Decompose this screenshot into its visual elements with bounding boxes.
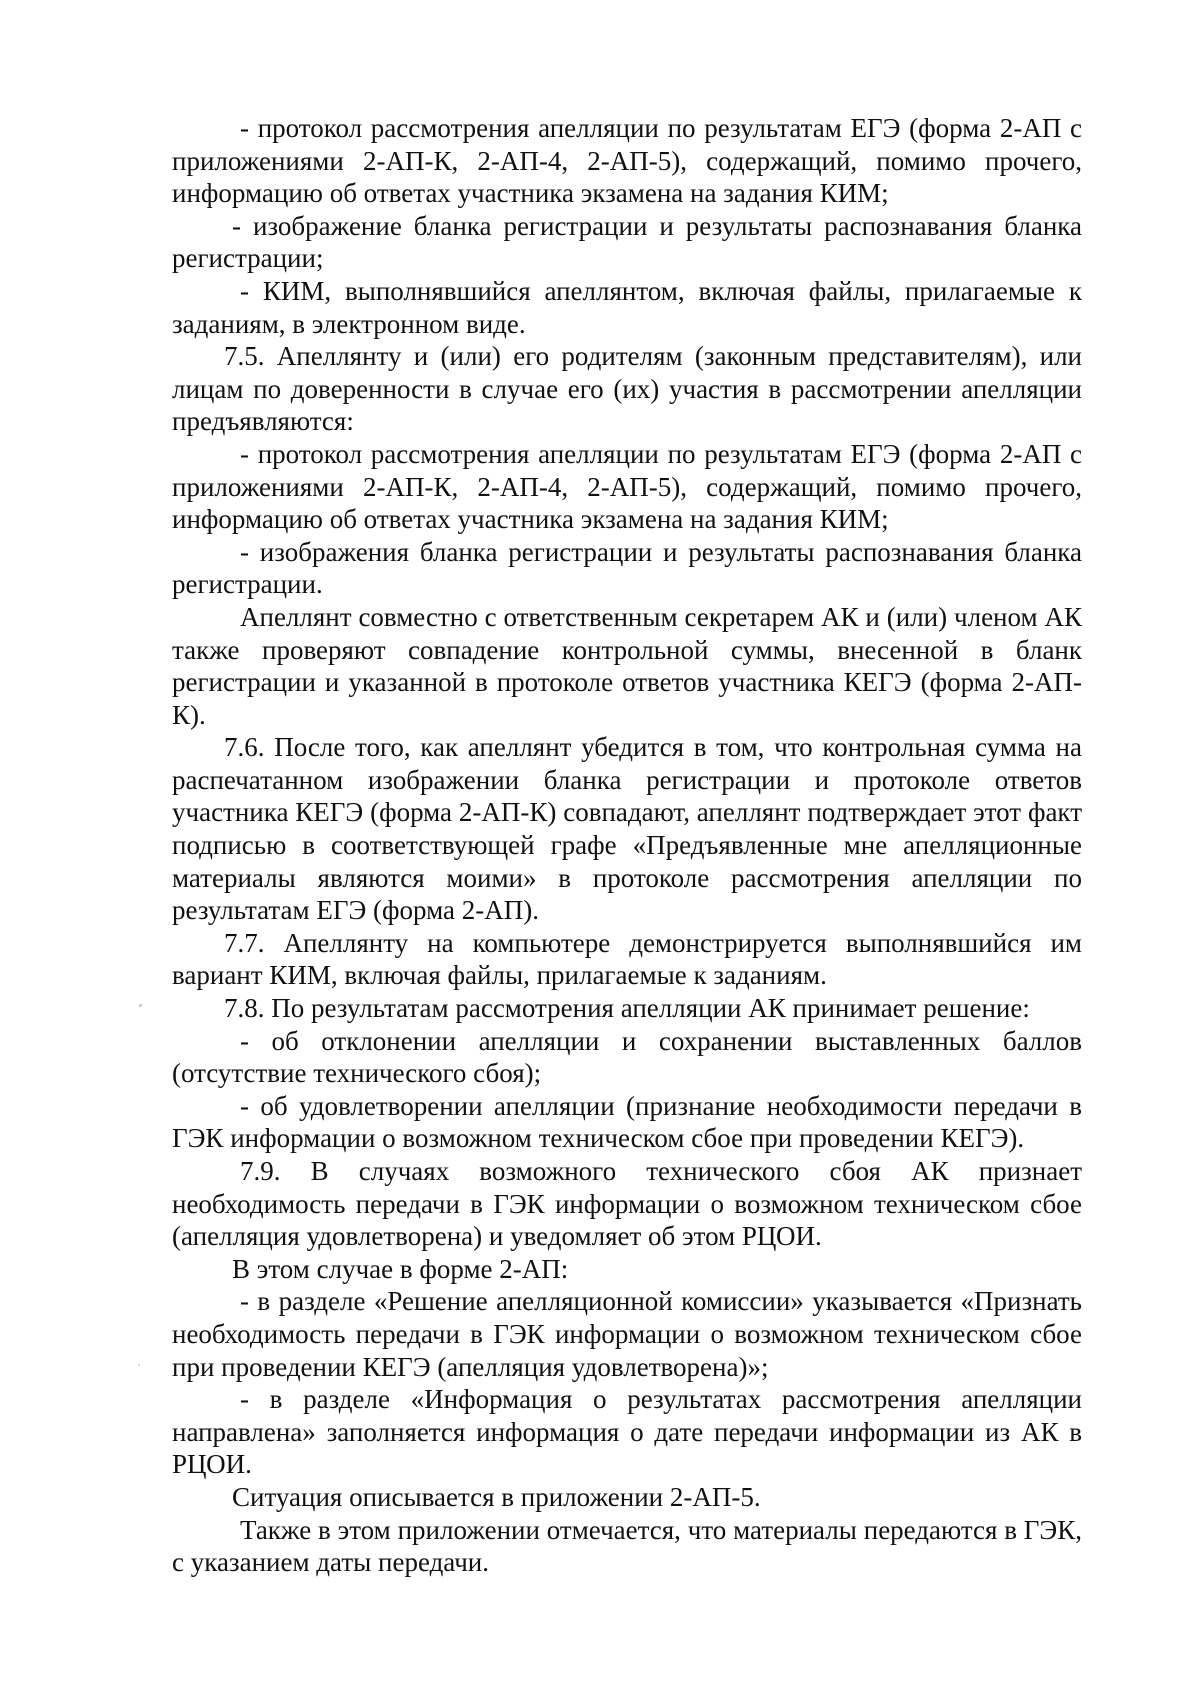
paragraph-7-9: 7.9. В случаях возможного технического сбоя АК признает необходимость передачи в ГЭК информации о возможном техническом сбое (апелляция удовлетворена) и уведомляет об этом РЦОИ. [172, 1156, 1082, 1252]
paragraph-7-8: 7.8. По результатам рассмотрения апелляции АК принимает решение: [224, 993, 1030, 1024]
paragraph-info-section-item: - в разделе «Информация о результатах рассмотрения апелляции направлена» заполняется информация о дате передачи информации из АК в РЦОИ. [172, 1384, 1082, 1480]
paragraph-registration-images-item: - изображения бланка регистрации и результаты распознавания бланка регистрации. [172, 536, 1082, 600]
paragraph-protocol-item-2: - протокол рассмотрения апелляции по результатам ЕГЭ (форма 2-АП с приложениями 2-АП-К, 2-АП-4, 2-АП-5), содержащий, помимо прочего, информацию об ответах участника экзамена на задания КИМ; [172, 438, 1082, 535]
paragraph-checksum-check: Апеллянт совместно с ответственным секретарем АК и (или) членом АК также проверяют совпадение контрольной суммы, внесенной в бланк регистрации и указанной в протоколе ответов участника КЕГЭ (форма 2-АП-К). [172, 601, 1082, 730]
paragraph-rejection-item: - об отклонении апелляции и сохранении выставленных баллов (отсутствие технического сбоя); [172, 1025, 1082, 1089]
paragraph-form-2ap-intro: В этом случае в форме 2-АП: [232, 1253, 569, 1284]
paragraph-protocol-item: - протокол рассмотрения апелляции по результатам ЕГЭ (форма 2-АП с приложениями 2-АП-К, 2-АП-4, 2-АП-5), содержащий, помимо прочего, информацию об ответах участника экзамена на задания КИМ; [172, 113, 1082, 209]
paragraph-decision-section-item: - в разделе «Решение апелляционной комиссии» указывается «Признать необходимость передачи в ГЭК информации о возможном техническом сбое при проведении КЕГЭ (апелляция удовлетворена)»; [172, 1286, 1082, 1382]
paragraph-kim-item: - КИМ, выполнявшийся апеллянтом, включая файлы, прилагаемые к заданиям, в электронном виде. [172, 275, 1082, 339]
paragraph-7-7: 7.7. Апеллянту на компьютере демонстрируется выполнявшийся им вариант КИМ, включая файлы, прилагаемые к заданиям. [172, 927, 1082, 991]
paragraph-7-6: 7.6. После того, как апеллянт убедится в том, что контрольная сумма на распечатанном изображении бланка регистрации и протоколе ответов участника КЕГЭ (форма 2-АП-К) совпадают, апеллянт подтверждает этот факт подписью в соответствующей графе «Предъявленные мне апелляционные материалы являются моими» в протоколе рассмотрения апелляции по результатам ЕГЭ (форма 2-АП). [172, 732, 1082, 926]
scan-dust-mark [139, 1004, 142, 1007]
paragraph-7-5: 7.5. Апеллянту и (или) его родителям (законным представителям), или лицам по доверенности в случае его (их) участия в рассмотрении апелляции предъявляются: [172, 341, 1082, 437]
paragraph-satisfaction-item: - об удовлетворении апелляции (признание необходимости передачи в ГЭК информации о возможном техническом сбое при проведении КЕГЭ). [172, 1090, 1082, 1154]
document-body [172, 112, 1082, 1579]
paragraph-situation: Ситуация описывается в приложении 2-АП-5. [232, 1481, 761, 1512]
scan-dust-mark [138, 1364, 140, 1366]
paragraph-materials-transfer: Также в этом приложении отмечается, что материалы передаются в ГЭК, с указанием даты передачи. [172, 1514, 1082, 1578]
paragraph-registration-image-item: - изображение бланка регистрации и результаты распознавания бланка регистрации; [172, 210, 1082, 274]
